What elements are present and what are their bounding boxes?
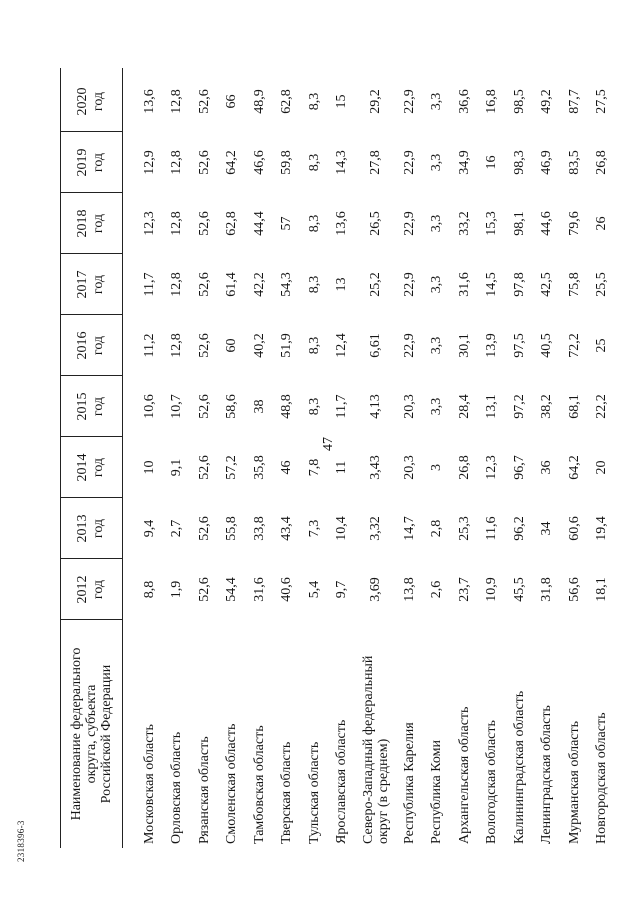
cell-value: 12,8: [169, 150, 185, 175]
year-unit: год: [91, 457, 106, 478]
cell-value: 57: [279, 216, 295, 231]
cell-value: 2,6: [429, 580, 445, 599]
cell-value: 22,9: [401, 333, 417, 358]
cell-value: 10: [141, 460, 157, 475]
region-name-line: Орловская область: [169, 731, 185, 844]
region-name: [136, 618, 164, 844]
year-unit: год: [91, 91, 106, 112]
table-row: [164, 68, 192, 848]
cell-value: 9,4: [141, 519, 157, 538]
cell-value: 3,3: [429, 92, 445, 111]
cell-value: 11,7: [334, 394, 350, 419]
cell-value: 22,9: [401, 272, 417, 297]
cell-value: 10,6: [141, 394, 157, 419]
table-row: [451, 68, 479, 848]
region-name: [479, 618, 507, 844]
cell-value: 7,3: [306, 519, 322, 538]
data-table: [60, 68, 610, 848]
column-header-year: [60, 376, 122, 437]
cell-value: 3,32: [368, 516, 383, 541]
cell-value: 22,9: [401, 150, 417, 175]
region-name: [396, 618, 424, 844]
region-name-line: Тамбовская область: [251, 725, 267, 844]
cell-value: 40,2: [251, 333, 267, 358]
year-unit: год: [91, 335, 106, 356]
cell-value: 16: [484, 155, 500, 170]
cell-value: 11,2: [141, 333, 157, 358]
cell-value: 20,3: [401, 394, 417, 419]
year-unit: год: [91, 213, 106, 234]
table-row: [136, 68, 164, 848]
column-header-name: [60, 620, 122, 848]
cell-value: 8,3: [306, 214, 322, 233]
column-header-year: [60, 498, 122, 559]
cell-value: 97,8: [511, 272, 527, 297]
year-label: 2014: [75, 453, 90, 482]
cell-value: 62,8: [224, 211, 240, 236]
year-label: 2015: [75, 392, 90, 421]
cell-value: 3,3: [429, 153, 445, 172]
cell-value: 26,8: [456, 455, 472, 480]
cell-value: 54,3: [279, 272, 295, 297]
year-unit: год: [91, 274, 106, 295]
region-name: [356, 618, 396, 844]
cell-value: 98,5: [511, 89, 527, 114]
cell-value: 14,7: [401, 516, 417, 541]
table-row: [424, 68, 452, 848]
year-unit: год: [91, 396, 106, 417]
cell-value: 8,3: [306, 275, 322, 294]
cell-value: 23,7: [456, 577, 472, 602]
region-name-line: Смоленская область: [224, 723, 240, 844]
cell-value: 31,6: [251, 577, 267, 602]
cell-value: 56,6: [566, 577, 582, 602]
cell-value: 43,4: [279, 516, 295, 541]
cell-value: 2,7: [169, 519, 185, 538]
cell-value: 11,6: [484, 516, 500, 541]
cell-value: 18,1: [594, 577, 610, 602]
cell-value: 3,3: [429, 336, 445, 355]
cell-value: 29,2: [368, 89, 383, 114]
name-header-line: округа, субъекта: [83, 684, 99, 784]
cell-value: 22,9: [401, 211, 417, 236]
region-name-line: Ленинградская область: [539, 705, 555, 844]
region-name: [274, 618, 302, 844]
year-label: 2012: [75, 575, 90, 604]
cell-value: 5,4: [306, 580, 322, 599]
cell-value: 16,8: [484, 89, 500, 114]
cell-value: 9,7: [334, 580, 350, 599]
cell-value: 19,4: [594, 516, 610, 541]
region-name: [561, 618, 589, 844]
region-name-line: Республика Коми: [429, 740, 445, 844]
table-row: [329, 68, 357, 848]
region-name: [589, 618, 617, 844]
cell-value: 12,8: [169, 211, 185, 236]
cell-value: 8,3: [306, 153, 322, 172]
region-name-line: Вологодская область: [484, 720, 500, 844]
cell-value: 28,4: [456, 394, 472, 419]
cell-value: 33,8: [251, 516, 267, 541]
cell-value: 38: [251, 399, 267, 414]
cell-value: 96,7: [511, 455, 527, 480]
column-header-year: [60, 132, 122, 193]
region-name: [506, 618, 534, 844]
region-name: [219, 618, 247, 844]
year-label: 2017: [75, 270, 90, 299]
year-label: 2013: [75, 514, 90, 543]
cell-value: 14,3: [334, 150, 350, 175]
cell-value: 40,6: [279, 577, 295, 602]
region-name: [164, 618, 192, 844]
cell-value: 45,5: [511, 577, 527, 602]
cell-value: 31,6: [456, 272, 472, 297]
region-name-line: Архангельская область: [456, 706, 472, 844]
cell-value: 26,8: [594, 150, 610, 175]
table-row: [274, 68, 302, 848]
cell-value: 40,5: [539, 333, 555, 358]
region-name-line: Тульская область: [306, 741, 322, 844]
cell-value: 52,6: [196, 89, 212, 114]
cell-value: 13: [334, 277, 350, 292]
cell-value: 52,6: [196, 394, 212, 419]
year-label: 2020: [75, 87, 90, 116]
cell-value: 25,2: [368, 272, 383, 297]
table-row: [191, 68, 219, 848]
cell-value: 79,6: [566, 211, 582, 236]
cell-value: 62,8: [279, 89, 295, 114]
table-row: [219, 68, 247, 848]
region-name-line: Северо-Западный федеральный: [361, 655, 376, 844]
cell-value: 13,8: [401, 577, 417, 602]
cell-value: 25: [594, 338, 610, 353]
cell-value: 26: [594, 216, 610, 231]
column-header-year: [60, 559, 122, 620]
cell-value: 15,3: [484, 211, 500, 236]
region-name: [534, 618, 562, 844]
region-name-line: Калининградская область: [511, 690, 527, 844]
column-header-year: [60, 315, 122, 376]
cell-value: 72,2: [566, 333, 582, 358]
column-header-year: [60, 71, 122, 132]
cell-value: 52,6: [196, 150, 212, 175]
cell-value: 10,7: [169, 394, 185, 419]
year-label: 2016: [75, 331, 90, 360]
region-name: [329, 618, 357, 844]
cell-value: 42,5: [539, 272, 555, 297]
document-code: 2318396-3: [16, 820, 26, 862]
cell-value: 14,5: [484, 272, 500, 297]
cell-value: 3,3: [429, 275, 445, 294]
region-name: [246, 618, 274, 844]
cell-value: 12,3: [484, 455, 500, 480]
cell-value: 9,1: [169, 458, 185, 477]
column-header-year: [60, 193, 122, 254]
cell-value: 97,5: [511, 333, 527, 358]
cell-value: 27,5: [594, 89, 610, 114]
cell-value: 3: [429, 464, 445, 471]
region-name-line: Республика Карелия: [401, 722, 417, 844]
cell-value: 38,2: [539, 394, 555, 419]
cell-value: 55,8: [224, 516, 240, 541]
year-unit: год: [91, 152, 106, 173]
cell-value: 3,3: [429, 397, 445, 416]
name-header-line: Российской Федерации: [98, 664, 114, 804]
cell-value: 8,3: [306, 336, 322, 355]
cell-value: 13,6: [141, 89, 157, 114]
cell-value: 8,3: [306, 92, 322, 111]
region-name: [424, 618, 452, 844]
cell-value: 66: [224, 94, 240, 109]
cell-value: 10,4: [334, 516, 350, 541]
cell-value: 12,8: [169, 89, 185, 114]
cell-value: 12,9: [141, 150, 157, 175]
year-label: 2019: [75, 148, 90, 177]
cell-value: 64,2: [566, 455, 582, 480]
cell-value: 61,4: [224, 272, 240, 297]
column-header-year: [60, 437, 122, 498]
cell-value: 3,3: [429, 214, 445, 233]
table-row: [534, 68, 562, 848]
cell-value: 8,8: [141, 580, 157, 599]
region-name-line: Московская область: [141, 724, 157, 844]
cell-value: 52,6: [196, 211, 212, 236]
region-name-line: Тверская область: [279, 741, 295, 844]
cell-value: 48,9: [251, 89, 267, 114]
cell-value: 75,8: [566, 272, 582, 297]
region-name-line: Ярославская область: [334, 719, 350, 844]
table-row: [589, 68, 617, 848]
cell-value: 13,9: [484, 333, 500, 358]
cell-value: 44,6: [539, 211, 555, 236]
cell-value: 59,8: [279, 150, 295, 175]
cell-value: 98,3: [511, 150, 527, 175]
cell-value: 52,6: [196, 516, 212, 541]
cell-value: 60: [224, 338, 240, 353]
cell-value: 52,6: [196, 272, 212, 297]
cell-value: 22,2: [594, 394, 610, 419]
cell-value: 52,6: [196, 333, 212, 358]
page-number: 47: [321, 437, 336, 451]
cell-value: 34,9: [456, 150, 472, 175]
cell-value: 46: [279, 460, 295, 475]
cell-value: 3,43: [368, 455, 383, 480]
cell-value: 4,13: [368, 394, 383, 419]
cell-value: 58,6: [224, 394, 240, 419]
name-header-line: Наименование федерального: [68, 647, 84, 821]
cell-value: 98,1: [511, 211, 527, 236]
cell-value: 10,9: [484, 577, 500, 602]
table-row: [396, 68, 424, 848]
cell-value: 36: [539, 460, 555, 475]
cell-value: 96,2: [511, 516, 527, 541]
cell-value: 20,3: [401, 455, 417, 480]
region-name: [301, 618, 329, 844]
cell-value: 20: [594, 460, 610, 475]
cell-value: 68,1: [566, 394, 582, 419]
year-unit: год: [91, 518, 106, 539]
region-name-line: Мурманская область: [566, 720, 582, 844]
cell-value: 30,1: [456, 333, 472, 358]
cell-value: 11: [334, 460, 350, 475]
cell-value: 57,2: [224, 455, 240, 480]
cell-value: 46,6: [251, 150, 267, 175]
cell-value: 11,7: [141, 272, 157, 297]
table-row: [479, 68, 507, 848]
cell-value: 27,8: [368, 150, 383, 175]
cell-value: 97,2: [511, 394, 527, 419]
column-header-year: [60, 254, 122, 315]
cell-value: 33,2: [456, 211, 472, 236]
region-name-line: Рязанская область: [196, 736, 212, 844]
cell-value: 25,3: [456, 516, 472, 541]
table-row: [561, 68, 589, 848]
region-name-line: округ (в среднем): [376, 738, 391, 844]
year-unit: год: [91, 579, 106, 600]
cell-value: 87,7: [566, 89, 582, 114]
cell-value: 60,6: [566, 516, 582, 541]
cell-value: 7,8: [306, 458, 322, 477]
cell-value: 31,8: [539, 577, 555, 602]
cell-value: 3,69: [368, 577, 383, 602]
cell-value: 12,8: [169, 333, 185, 358]
cell-value: 26,5: [368, 211, 383, 236]
cell-value: 6,61: [368, 333, 383, 358]
cell-value: 83,5: [566, 150, 582, 175]
cell-value: 1,9: [169, 580, 185, 599]
cell-value: 13,1: [484, 394, 500, 419]
table-header-rule: [122, 68, 123, 848]
region-name-line: Новгородская область: [594, 712, 610, 844]
region-name: [451, 618, 479, 844]
cell-value: 8,3: [306, 397, 322, 416]
cell-value: 49,2: [539, 89, 555, 114]
cell-value: 12,8: [169, 272, 185, 297]
table-row: [301, 68, 329, 848]
cell-value: 52,6: [196, 455, 212, 480]
cell-value: 15: [334, 94, 350, 109]
cell-value: 52,6: [196, 577, 212, 602]
cell-value: 42,2: [251, 272, 267, 297]
cell-value: 64,2: [224, 150, 240, 175]
cell-value: 2,8: [429, 519, 445, 538]
cell-value: 36,6: [456, 89, 472, 114]
cell-value: 34: [539, 521, 555, 536]
table-row: [356, 68, 396, 848]
cell-value: 12,4: [334, 333, 350, 358]
region-name: [191, 618, 219, 844]
cell-value: 12,3: [141, 211, 157, 236]
cell-value: 46,9: [539, 150, 555, 175]
cell-value: 44,4: [251, 211, 267, 236]
cell-value: 54,4: [224, 577, 240, 602]
cell-value: 35,8: [251, 455, 267, 480]
cell-value: 22,9: [401, 89, 417, 114]
cell-value: 13,6: [334, 211, 350, 236]
table-row: [246, 68, 274, 848]
cell-value: 51,9: [279, 333, 295, 358]
year-label: 2018: [75, 209, 90, 238]
cell-value: 25,5: [594, 272, 610, 297]
cell-value: 48,8: [279, 394, 295, 419]
table-row: [506, 68, 534, 848]
